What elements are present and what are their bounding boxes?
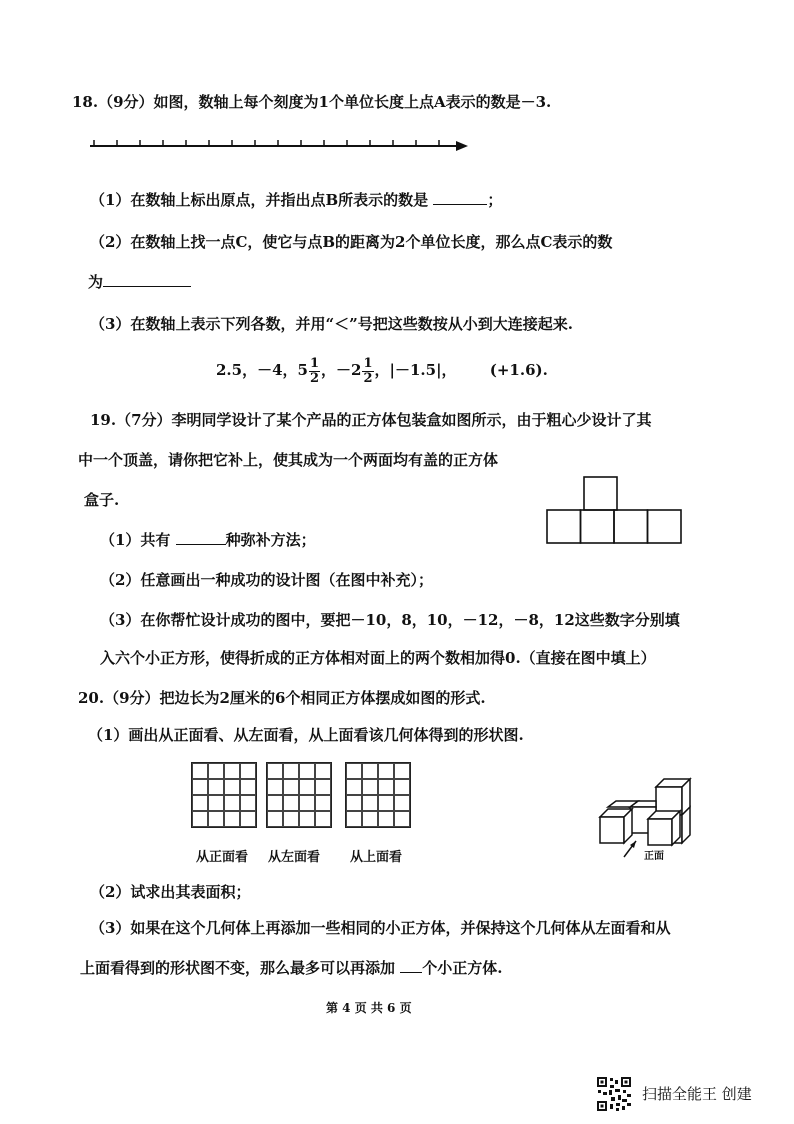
- grid-cell[interactable]: [283, 763, 299, 779]
- grid-cell[interactable]: [299, 811, 315, 827]
- q20-part3a: （3）如果在这个几何体上再添加一些相同的小正方体，并保持这个几何体从左面看和从: [90, 919, 671, 937]
- grid-cell[interactable]: [394, 763, 410, 779]
- q19-part2: （2）任意画出一种成功的设计图（在图中补充）；: [100, 571, 433, 589]
- grid-cell[interactable]: [394, 811, 410, 827]
- grid-cell[interactable]: [192, 779, 208, 795]
- grid-cell[interactable]: [224, 779, 240, 795]
- grid-cell[interactable]: [378, 779, 394, 795]
- grid-cell[interactable]: [394, 779, 410, 795]
- q19-title: 19.（7分）李明同学设计了某个产品的正方体包装盒如图所示，由于粗心少设计了其: [90, 411, 652, 429]
- grid-cell[interactable]: [299, 779, 315, 795]
- grid-cell[interactable]: [299, 763, 315, 779]
- grid-cell[interactable]: [346, 779, 362, 795]
- q19-part3b: 入六个小正方形，使得折成的正方体相对面上的两个数相加得0.（直接在图中填上）: [100, 649, 656, 667]
- grid-cell[interactable]: [224, 763, 240, 779]
- grid-cell[interactable]: [267, 763, 283, 779]
- grid-cell[interactable]: [315, 763, 331, 779]
- q20-part2: （2）试求出其表面积；: [90, 883, 251, 901]
- answer-blank[interactable]: [400, 958, 422, 973]
- grid-cell[interactable]: [362, 763, 378, 779]
- grid-cell[interactable]: [362, 811, 378, 827]
- q18-part1: （1）在数轴上标出原点，并指出点B所表示的数是 ；: [90, 191, 503, 209]
- grid-cell[interactable]: [192, 811, 208, 827]
- top-view-grid[interactable]: [345, 762, 411, 828]
- grid-cell[interactable]: [267, 795, 283, 811]
- grid-cell[interactable]: [283, 795, 299, 811]
- q20-part1: （1）画出从正面看、从左面看，从上面看该几何体得到的形状图.: [88, 726, 524, 744]
- q19-part1: （1）共有 种弥补方法；: [100, 531, 316, 549]
- q18-part2b: 为: [88, 272, 191, 292]
- q19-part3a: （3）在你帮忙设计成功的图中，要把－10，8，10，－12，－8，12这些数字分别填: [100, 611, 680, 629]
- scanner-watermark: 扫描全能王 创建: [642, 1085, 752, 1103]
- left-view-label: 从左面看: [268, 850, 321, 865]
- q18-part2a: （2）在数轴上找一点C，使它与点B的距离为2个单位长度，那么点C表示的数: [90, 233, 613, 251]
- page-number: 第 4 页 共 6 页: [326, 1001, 412, 1015]
- grid-cell[interactable]: [283, 811, 299, 827]
- grid-cell[interactable]: [208, 779, 224, 795]
- q19-line2: 中一个顶盖，请你把它补上，使其成为一个两面均有盖的正方体: [78, 451, 499, 469]
- grid-cell[interactable]: [192, 795, 208, 811]
- grid-cell[interactable]: [224, 795, 240, 811]
- grid-cell[interactable]: [362, 795, 378, 811]
- grid-cell[interactable]: [240, 779, 256, 795]
- top-view-label: 从上面看: [350, 850, 403, 865]
- fraction: $\frac{1}{2}$: [309, 355, 320, 386]
- grid-cell[interactable]: [267, 779, 283, 795]
- answer-blank[interactable]: [176, 530, 226, 545]
- grid-cell[interactable]: [240, 811, 256, 827]
- grid-cell[interactable]: [378, 811, 394, 827]
- number-line: [90, 136, 470, 156]
- front-direction-label: 正面: [644, 851, 664, 862]
- grid-cell[interactable]: [267, 811, 283, 827]
- front-view-label: 从正面看: [196, 850, 249, 865]
- qr-code-icon: [596, 1076, 632, 1112]
- grid-cell[interactable]: [378, 763, 394, 779]
- grid-cell[interactable]: [378, 795, 394, 811]
- grid-cell[interactable]: [299, 795, 315, 811]
- q20-part3b: 上面看得到的形状图不变，那么最多可以再添加 个小正方体.: [80, 959, 503, 977]
- grid-cell[interactable]: [315, 811, 331, 827]
- grid-cell[interactable]: [224, 811, 240, 827]
- grid-cell[interactable]: [394, 795, 410, 811]
- grid-cell[interactable]: [208, 795, 224, 811]
- grid-cell[interactable]: [315, 795, 331, 811]
- cube-net-diagram: [546, 476, 682, 546]
- grid-cell[interactable]: [240, 795, 256, 811]
- answer-blank[interactable]: [433, 190, 487, 205]
- grid-cell[interactable]: [346, 811, 362, 827]
- q18-numbers: 2.5，－4，5 $\frac{1}{2}$ ，－2 $\frac{1}{2}$ ，|－1.5|， (+1.6).: [216, 355, 548, 386]
- fraction: $\frac{1}{2}$: [363, 355, 373, 386]
- q18-part3: （3）在数轴上表示下列各数，并用“＜”号把这些数按从小到大连接起来.: [90, 315, 573, 333]
- grid-cell[interactable]: [362, 779, 378, 795]
- grid-cell[interactable]: [283, 779, 299, 795]
- answer-blank[interactable]: [103, 272, 191, 287]
- left-view-grid[interactable]: [266, 762, 332, 828]
- grid-cell[interactable]: [240, 763, 256, 779]
- q19-line3: 盒子.: [84, 491, 120, 509]
- q20-title: 20.（9分）把边长为2厘米的6个相同正方体摆成如图的形式.: [78, 689, 486, 707]
- q18-title: 18.（9分）如图，数轴上每个刻度为1个单位长度上点A表示的数是－3.: [72, 93, 552, 111]
- grid-cell[interactable]: [208, 811, 224, 827]
- grid-cell[interactable]: [208, 763, 224, 779]
- grid-cell[interactable]: [346, 795, 362, 811]
- grid-cell[interactable]: [346, 763, 362, 779]
- grid-cell[interactable]: [192, 763, 208, 779]
- front-view-grid[interactable]: [191, 762, 257, 828]
- grid-cell[interactable]: [315, 779, 331, 795]
